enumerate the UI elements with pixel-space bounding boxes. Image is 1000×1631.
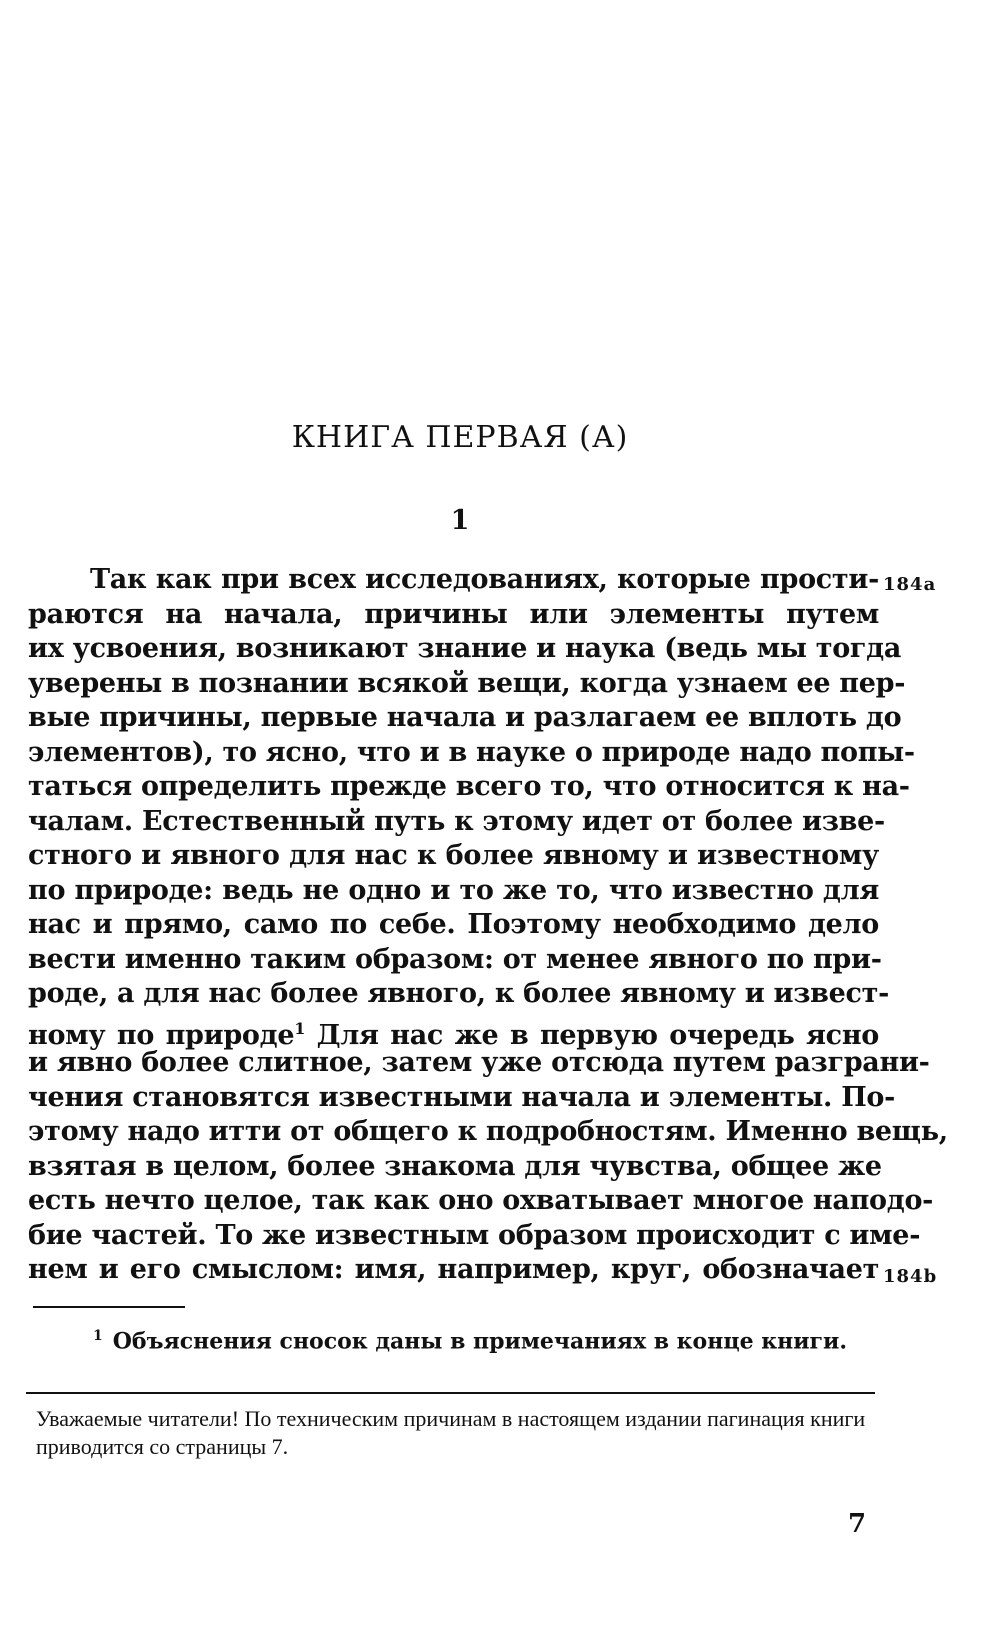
- text-line: раются на начала, причины или элементы путем: [28, 598, 879, 630]
- footnote-marker: 1: [93, 1328, 103, 1344]
- notice-divider: [26, 1392, 875, 1394]
- text-line: чалам. Естественный путь к этому идет от более изве-: [28, 805, 885, 837]
- text-line: роде, а для нас более явного, к более явному и извест-: [28, 978, 889, 1009]
- text-line: вести именно таким образом: от менее явного по при-: [28, 943, 882, 975]
- text-line: стного и явного для нас к более явному и известному: [28, 840, 879, 871]
- text-line: нем и его смыслом: имя, например, круг, обозначает: [28, 1254, 879, 1285]
- text-line: таться определить прежде всего то, что относится к на-: [28, 771, 910, 802]
- text-line: уверены в познании всякой вещи, когда узнаем ее пер-: [28, 667, 906, 699]
- book-title: КНИГА ПЕРВАЯ (А): [291, 420, 629, 455]
- text-line: элементов), то ясно, что и в науке о природе надо попы-: [28, 736, 915, 768]
- text-fragment: Для нас же в первую очередь ясно: [305, 1019, 879, 1051]
- text-line: чения становятся известными начала и элементы. По-: [28, 1081, 896, 1113]
- bekker-margin-number: 184b: [883, 1266, 938, 1287]
- text-line: есть нечто целое, так как оно охватывает многое наподо-: [28, 1185, 934, 1216]
- text-line: нас и прямо, само по себе. Поэтому необходимо дело: [28, 909, 879, 940]
- text-line: бие частей. То же известным образом происходит с име-: [28, 1219, 921, 1251]
- footnote: [93, 1328, 847, 1354]
- text-line: этому надо итти от общего к подробностям. Именно вещь,: [28, 1116, 948, 1147]
- footnote-text: Объяснения сносок даны в примечаниях в конце книги.: [112, 1328, 848, 1355]
- pagination-notice: Уважаемые читатели! По техническим причинам в настоящем издании пагинация книги приводится со страницы 7.: [36, 1406, 866, 1459]
- page-number: 7: [848, 1509, 867, 1539]
- text-line: Так как при всех исследованиях, которые прости-: [90, 564, 879, 595]
- text-line: и явно более слитное, затем уже отсюда путем разграни-: [28, 1047, 930, 1078]
- text-fragment: ному по природе: [28, 1019, 295, 1051]
- text-line: вые причины, первые начала и разлагаем ее вплоть до: [28, 702, 902, 733]
- text-line-with-footnote-ref: [28, 1012, 879, 1051]
- bekker-margin-number: 184a: [883, 574, 937, 595]
- text-line: по природе: ведь не одно и то же то, что известно для: [28, 874, 879, 906]
- text-line: их усвоения, возникают знание и наука (ведь мы тогда: [28, 633, 902, 664]
- chapter-number: 1: [450, 505, 470, 536]
- footnote-divider: [33, 1306, 185, 1308]
- text-line: взятая в целом, более знакома для чувства, общее же: [28, 1150, 882, 1182]
- footnote-ref[interactable]: 1: [294, 1018, 306, 1038]
